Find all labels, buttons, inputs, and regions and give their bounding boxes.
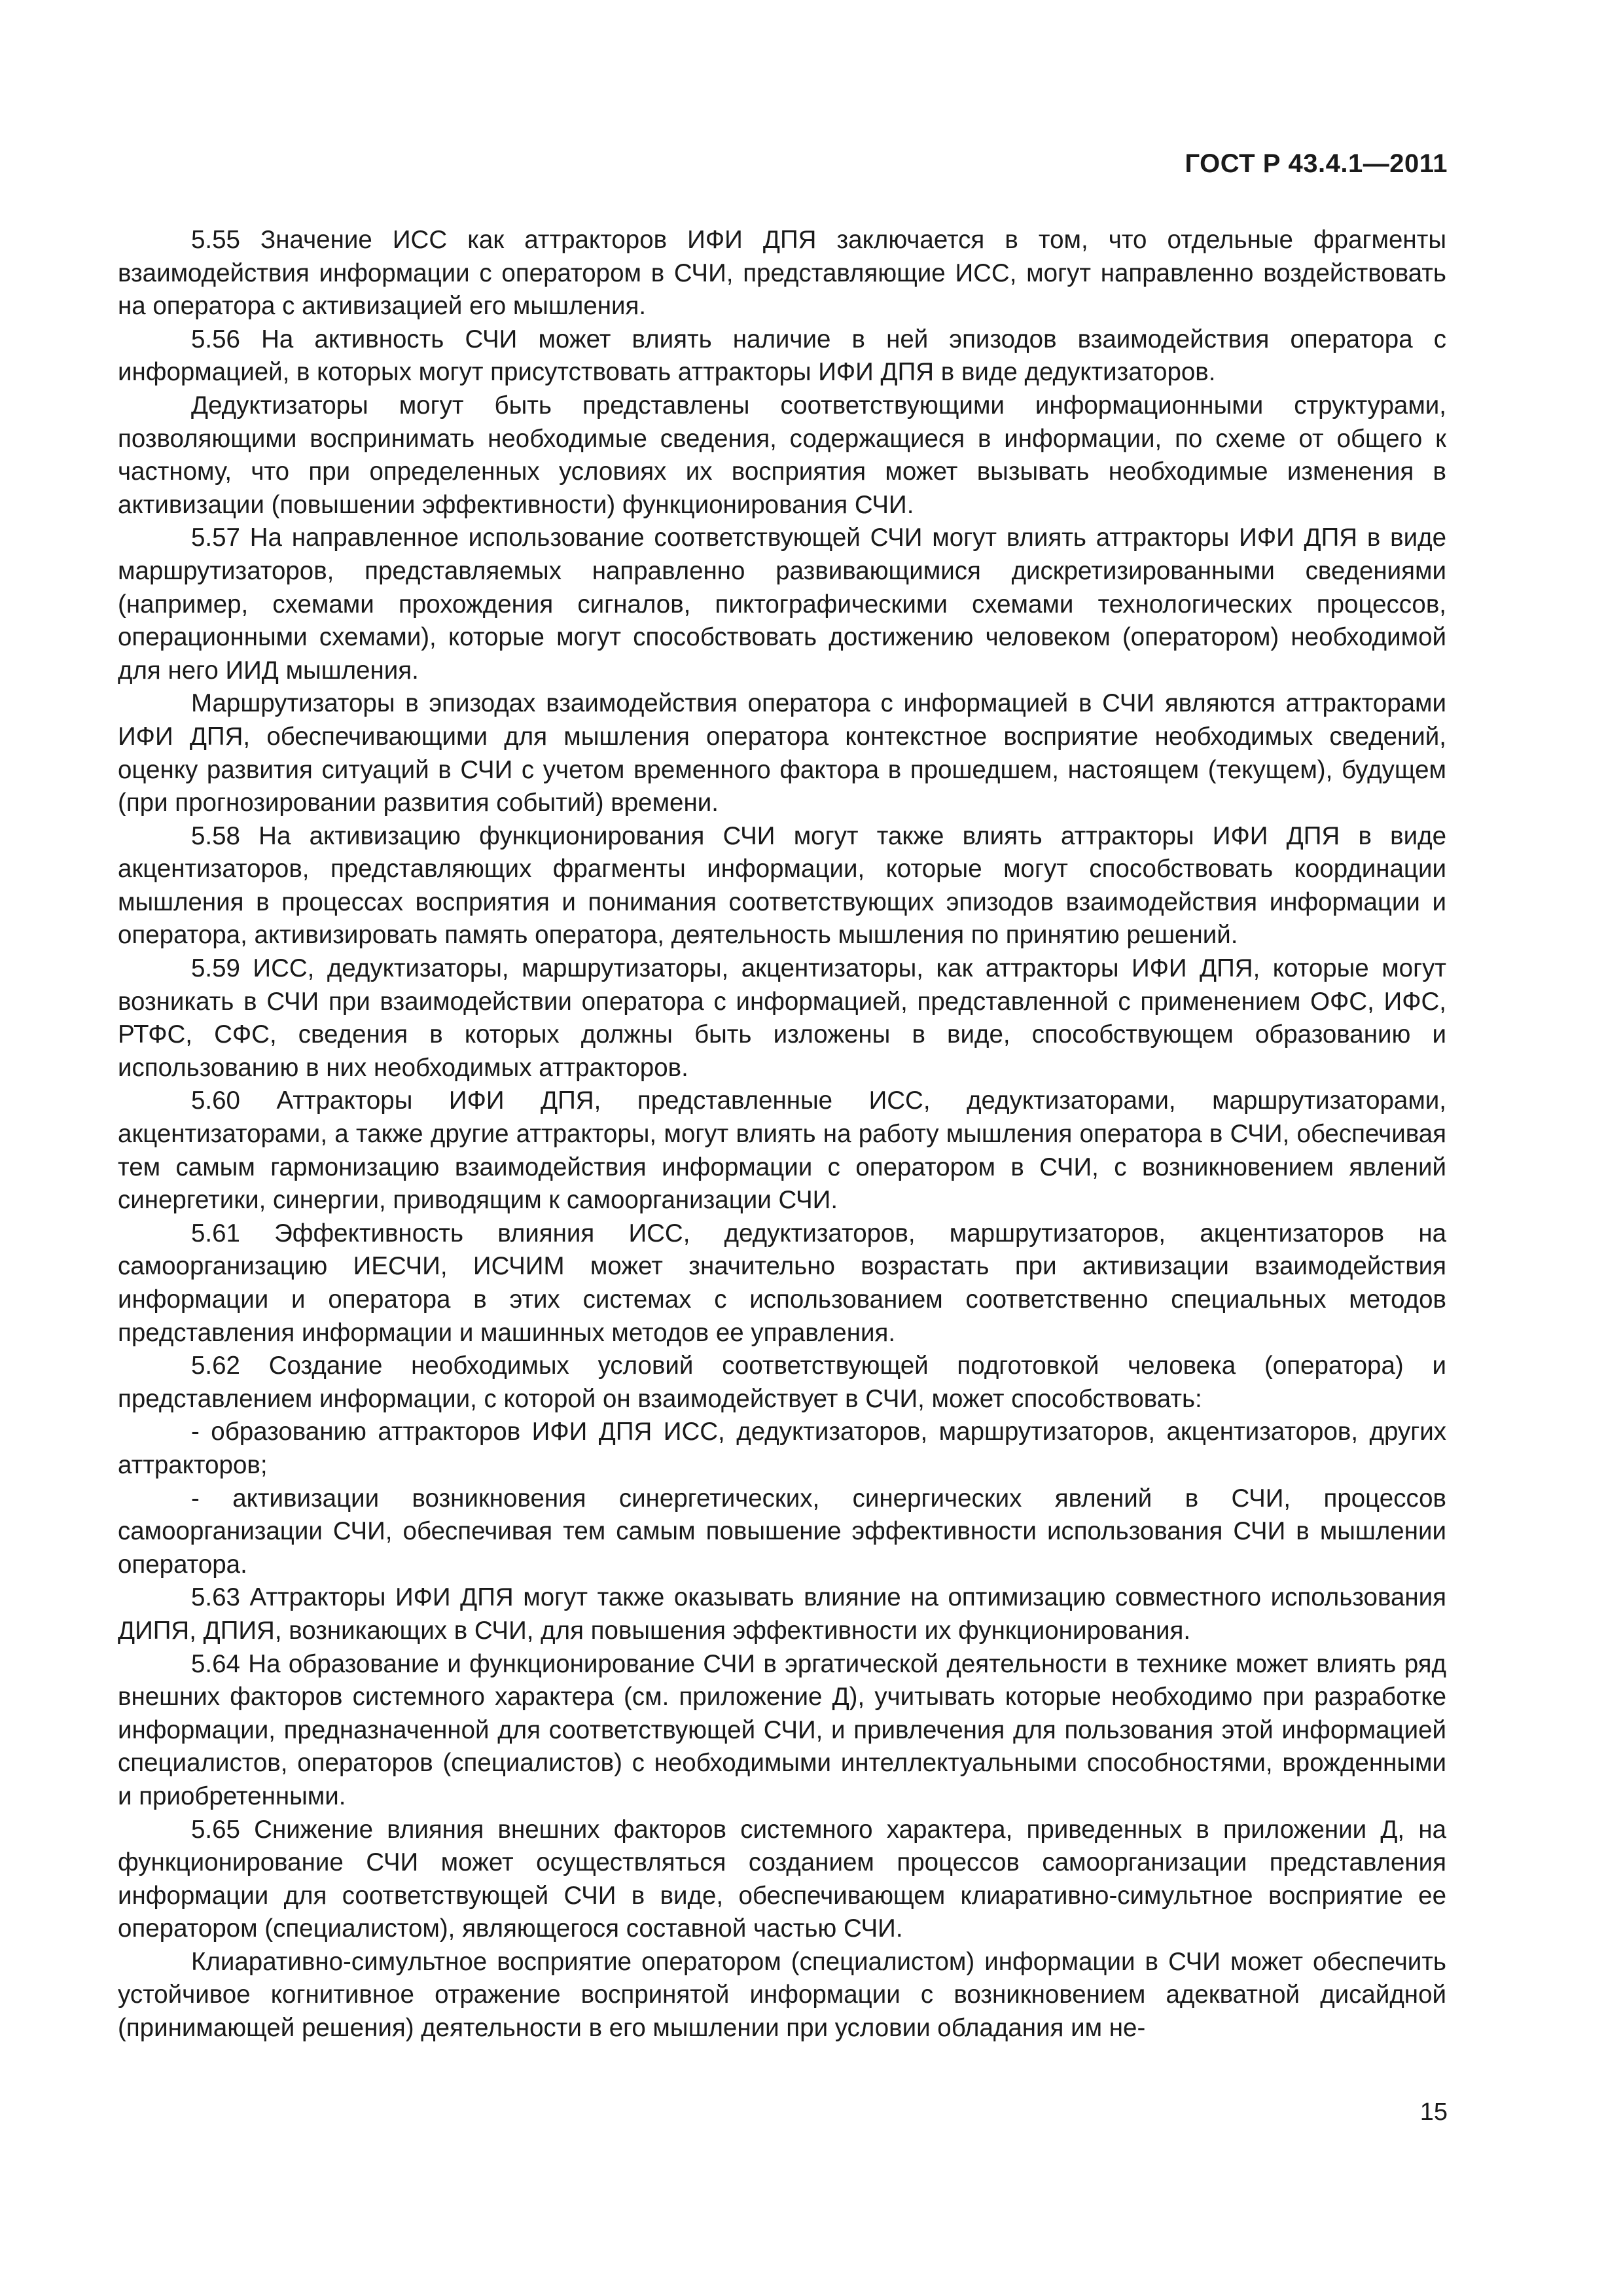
paragraph-5-55: 5.55 Значение ИСС как аттракторов ИФИ ДПЯ заключается в том, что отдельные фрагменты взаимодействия информации с оператором в СЧИ, представляющие ИСС, могут направленно воздействовать на оператора с активизацией его мышления. [118,226,1446,321]
standard-number-header: ГОСТ Р 43.4.1—2011 [1185,149,1448,178]
paragraph-5-58: 5.58 На активизацию функционирования СЧИ могут также влиять аттракторы ИФИ ДПЯ в виде акцентизаторов, представляющих фрагменты информации, которые могут способствовать координации мышления в процессах восприятия и понимания соответствующих эпизодов взаимодействия информации и оператора, активизировать память оператора, деятельность мышления по принятию решений. [118,821,1446,950]
paragraph-5-65: 5.65 Снижение влияния внешних факторов системного характера, приведенных в приложении Д, на функционирование СЧИ может осуществляться созданием процессов самоорганизации представления информации для соответствующей СЧИ в виде, обеспечивающем клиаративно-симультное восприятие ее оператором (специалистом), являющегося составной частью СЧИ. [118,1815,1446,1943]
paragraph-5-56: 5.56 На активность СЧИ может влиять наличие в ней эпизодов взаимодействия оператора с информацией, в которых могут присутствовать аттракторы ИФИ ДПЯ в виде дедуктизаторов. [118,325,1446,387]
list-item-synergetics: - активизации возникновения синергетических, синергических явлений в СЧИ, процессов самоорганизации СЧИ, обеспечивая тем самым повышение эффективности использования СЧИ в мышлении оператора. [118,1484,1446,1579]
paragraph-5-61: 5.61 Эффективность влияния ИСС, дедуктизаторов, маршрутизаторов, акцентизаторов на самоорганизацию ИЕСЧИ, ИСЧИМ может значительно возрастать при активизации взаимодействия информации и оператора в этих системах с использованием соответственно специальных методов представления информации и машинных методов ее управления. [118,1219,1446,1347]
paragraph-5-59: 5.59 ИСС, дедуктизаторы, маршрутизаторы, акцентизаторы, как аттракторы ИФИ ДПЯ, которые могут возникать в СЧИ при взаимодействии оператора с информацией, представленной с применением ОФС, ИФС, РТФС, СФС, сведения в которых должны быть изложены в виде, способствующем образованию и использованию в них необходимых аттракторов. [118,954,1446,1082]
paragraph-5-62: 5.62 Создание необходимых условий соответствующей подготовкой человека (оператора) и представлением информации, с которой он взаимодействует в СЧИ, может способствовать: [118,1352,1446,1413]
document-body [118,224,1446,2045]
paragraph-routers: Маршрутизаторы в эпизодах взаимодействия оператора с информацией в СЧИ являются аттракторами ИФИ ДПЯ, обеспечивающими для мышления оператора контекстное восприятие необходимых сведений, оценку развития ситуаций в СЧИ с учетом временного фактора в прошедшем, настоящем (текущем), будущем (при прогнозировании развития событий) времени. [118,689,1446,817]
page-number: 15 [1419,2098,1448,2126]
paragraph-5-63: 5.63 Аттракторы ИФИ ДПЯ могут также оказывать влияние на оптимизацию совместного использования ДИПЯ, ДПИЯ, возникающих в СЧИ, для повышения эффективности их функционирования. [118,1583,1446,1645]
paragraph-5-57: 5.57 На направленное использование соответствующей СЧИ могут влиять аттракторы ИФИ ДПЯ в виде маршрутизаторов, представляемых направленно развивающимися дискретизированными сведениями (например, схемами прохождения сигналов, пиктографическими схемами технологических процессов, операционными схемами), которые могут способствовать достижению человеком (оператором) необходимой для него ИИД мышления. [118,524,1446,685]
list-item-attractors: - образованию аттракторов ИФИ ДПЯ ИСС, дедуктизаторов, маршрутизаторов, акцентизаторов, других аттракторов; [118,1418,1446,1479]
paragraph-5-64: 5.64 На образование и функционирование СЧИ в эргатической деятельности в технике может влиять ряд внешних факторов системного характера (см. приложение Д), учитывать которые необходимо при разработке информации, предназначенной для соответствующей СЧИ, и привлечения для пользования этой информацией специалистов, операторов (специалистов) с необходимыми интеллектуальными способностями, врожденными и приобретенными. [118,1649,1446,1810]
paragraph-5-60: 5.60 Аттракторы ИФИ ДПЯ, представленные ИСС, дедуктизаторами, маршрутизаторами, акцентизаторами, а также другие аттракторы, могут влиять на работу мышления оператора в СЧИ, обеспечивая тем самым гармонизацию взаимодействия информации с оператором в СЧИ, с возникновением явлений синергетики, синергии, приводящим к самоорганизации СЧИ. [118,1086,1446,1215]
paragraph-deductizers: Дедуктизаторы могут быть представлены соответствующими информационными структурами, позволяющими воспринимать необходимые сведения, содержащиеся в информации, по схеме от общего к частному, что при определенных условиях их восприятия может вызывать необходимые изменения в активизации (повышении эффективности) функционирования СЧИ. [118,391,1446,519]
paragraph-clear-simultaneous: Клиаративно-симультное восприятие оператором (специалистом) информации в СЧИ может обеспечить устойчивое когнитивное отражение воспринятой информации с возникновением адекватной дисайдной (принимающей решения) деятельности в его мышлении при условии обладания им не- [118,1947,1446,2043]
